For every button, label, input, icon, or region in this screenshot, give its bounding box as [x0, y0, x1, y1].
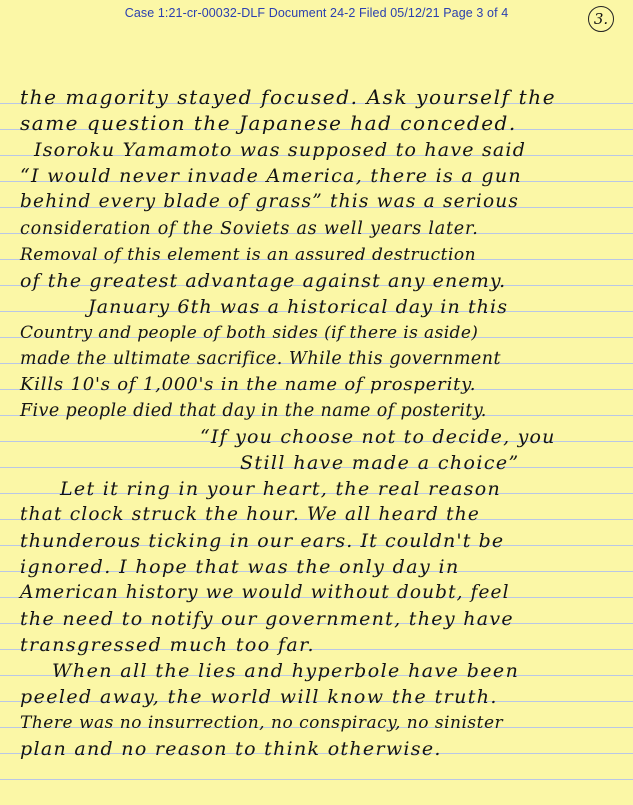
letter-line: Country and people of both sides (if there is aside)	[20, 323, 479, 343]
letter-line: the need to notify our government, they have	[20, 608, 514, 630]
letter-line: ignored. I hope that was the only day in	[20, 556, 460, 578]
letter-line: “If you choose not to decide, you	[200, 426, 556, 448]
letter-line: behind every blade of grass” this was a serious	[20, 191, 520, 212]
letter-line: American history we would without doubt, feel	[20, 582, 510, 603]
letter-line: made the ultimate sacrifice. While this government	[20, 349, 502, 369]
letter-line: Isoroku Yamamoto was supposed to have said	[34, 139, 527, 161]
letter-line: Kills 10's of 1,000's in the name of prosperity.	[20, 374, 477, 395]
letter-line: same question the Japanese had conceded.	[20, 111, 517, 135]
letter-line: consideration of the Soviets as well years later.	[20, 219, 479, 239]
letter-line: “I would never invade America, there is a gun	[20, 165, 522, 187]
letter-line: There was no insurrection, no conspiracy, no sinister	[20, 713, 504, 733]
letter-line: When all the lies and hyperbole have been	[52, 660, 520, 682]
letter-line: January 6th was a historical day in this	[88, 296, 509, 318]
letter-line: Still have made a choice”	[240, 452, 520, 474]
letter-line: that clock struck the hour. We all heard the	[20, 504, 481, 525]
circled-page-number: 3.	[588, 6, 614, 32]
letter-line: peeled away, the world will know the truth.	[20, 686, 498, 708]
court-filing-header: Case 1:21-cr-00032-DLF Document 24-2 Filed 05/12/21 Page 3 of 4	[124, 6, 509, 20]
letter-line: the magority stayed focused. Ask yourself the	[20, 85, 557, 109]
letter-line: Five people died that day in the name of posterity.	[20, 401, 487, 421]
letter-line: Removal of this element is an assured destruction	[20, 245, 477, 265]
letter-line: thunderous ticking in our ears. It couldn't be	[20, 530, 505, 552]
letter-line: plan and no reason to think otherwise.	[20, 738, 442, 760]
letter-line: of the greatest advantage against any enemy.	[20, 270, 507, 292]
letter-line: Let it ring in your heart, the real reason	[60, 478, 501, 500]
letter-line: transgressed much too far.	[20, 634, 315, 656]
